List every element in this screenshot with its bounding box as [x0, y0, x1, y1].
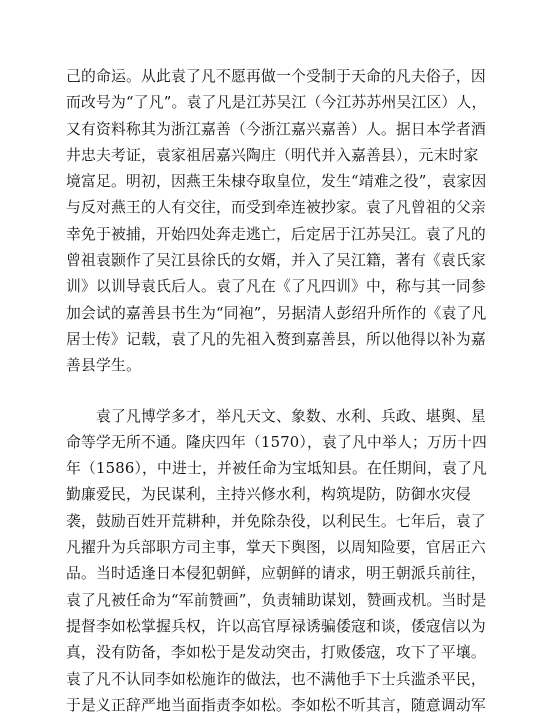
text-line: 居士传》记载，袁了凡的先祖入赘到嘉善县，所以他得以补为嘉 [66, 330, 486, 348]
text-line: 命等学无所不通。隆庆四年（1570），袁了凡中举人；万历十四 [66, 433, 487, 451]
text-line: 与反对燕王的人有交往，而受到牵连被抄家。袁了凡曾祖的父亲 [66, 199, 486, 217]
text-line: 幸免于被捕，开始四处奔走逃亡，后定居于江苏吴江。袁了凡的 [66, 225, 486, 243]
text-line: 年（1586），中进士，并被任命为宝坻知县。在任期间，袁了凡 [66, 460, 487, 478]
text-line: 袁了凡被任命为“军前赞画”，负责辅助谋划，赞画戎机。当时是 [66, 591, 487, 609]
text-line: 加会试的嘉善县书生为“同袍”，另据清人彭绍升所作的《袁了凡 [66, 304, 487, 322]
text-line: 己的命运。从此袁了凡不愿再做一个受制于天命的凡夫俗子，因 [66, 68, 486, 85]
text-line: 勤廉爱民，为民谋利，主持兴修水利，构筑堤防，防御水灾侵 [66, 486, 471, 504]
text-line: 凡擢升为兵部职方司主事，掌天下舆图，以周知险要，官居正六 [66, 539, 486, 557]
text-line: 善县学生。 [66, 357, 141, 375]
paragraph-2 [66, 404, 487, 719]
text-line: 品。当时适逢日本侵犯朝鲜，应朝鲜的请求，明王朝派兵前往， [66, 565, 486, 583]
text-line: 袭，鼓励百姓开荒耕种，并免除杂役，以利民生。七年后，袁了 [66, 512, 486, 530]
text-line: 袁了凡博学多才，举凡天文、象数、水利、兵政、堪舆、星 [66, 407, 486, 425]
text-line: 提督李如松掌握兵权，许以高官厚禄诱骗倭寇和谈，倭寇信以为 [66, 617, 486, 635]
paragraph-1 [66, 64, 487, 380]
text-line: 井忠夫考证，袁家祖居嘉兴陶庄（明代并入嘉善县），元末时家 [66, 146, 479, 164]
text-line: 袁了凡不认同李如松施诈的做法，也不满他手下士兵滥杀平民， [66, 670, 486, 688]
text-line: 曾祖袁颢作了吴江县徐氏的女婿，并入了吴江籍，著有《袁氏家 [66, 252, 486, 270]
document-page [66, 64, 487, 719]
text-line: 真，没有防备，李如松于是发动突击，打败倭寇，攻下了平壤。 [66, 644, 486, 662]
text-line: 而改号为“了凡”。袁了凡是江苏吴江（今江苏苏州吴江区）人， [66, 94, 487, 112]
text-line: 又有资料称其为浙江嘉善（今浙江嘉兴嘉善）人。据日本学者酒 [66, 120, 486, 138]
text-line: 训》以训导袁氏后人。袁了凡在《了凡四训》中，称与其一同参 [66, 278, 486, 296]
text-line: 境富足。明初，因燕王朱棣夺取皇位，发生“靖难之役”，袁家因 [66, 173, 487, 191]
text-line: 于是义正辞严地当面指责李如松。李如松不听其言，随意调动军 [66, 696, 486, 714]
